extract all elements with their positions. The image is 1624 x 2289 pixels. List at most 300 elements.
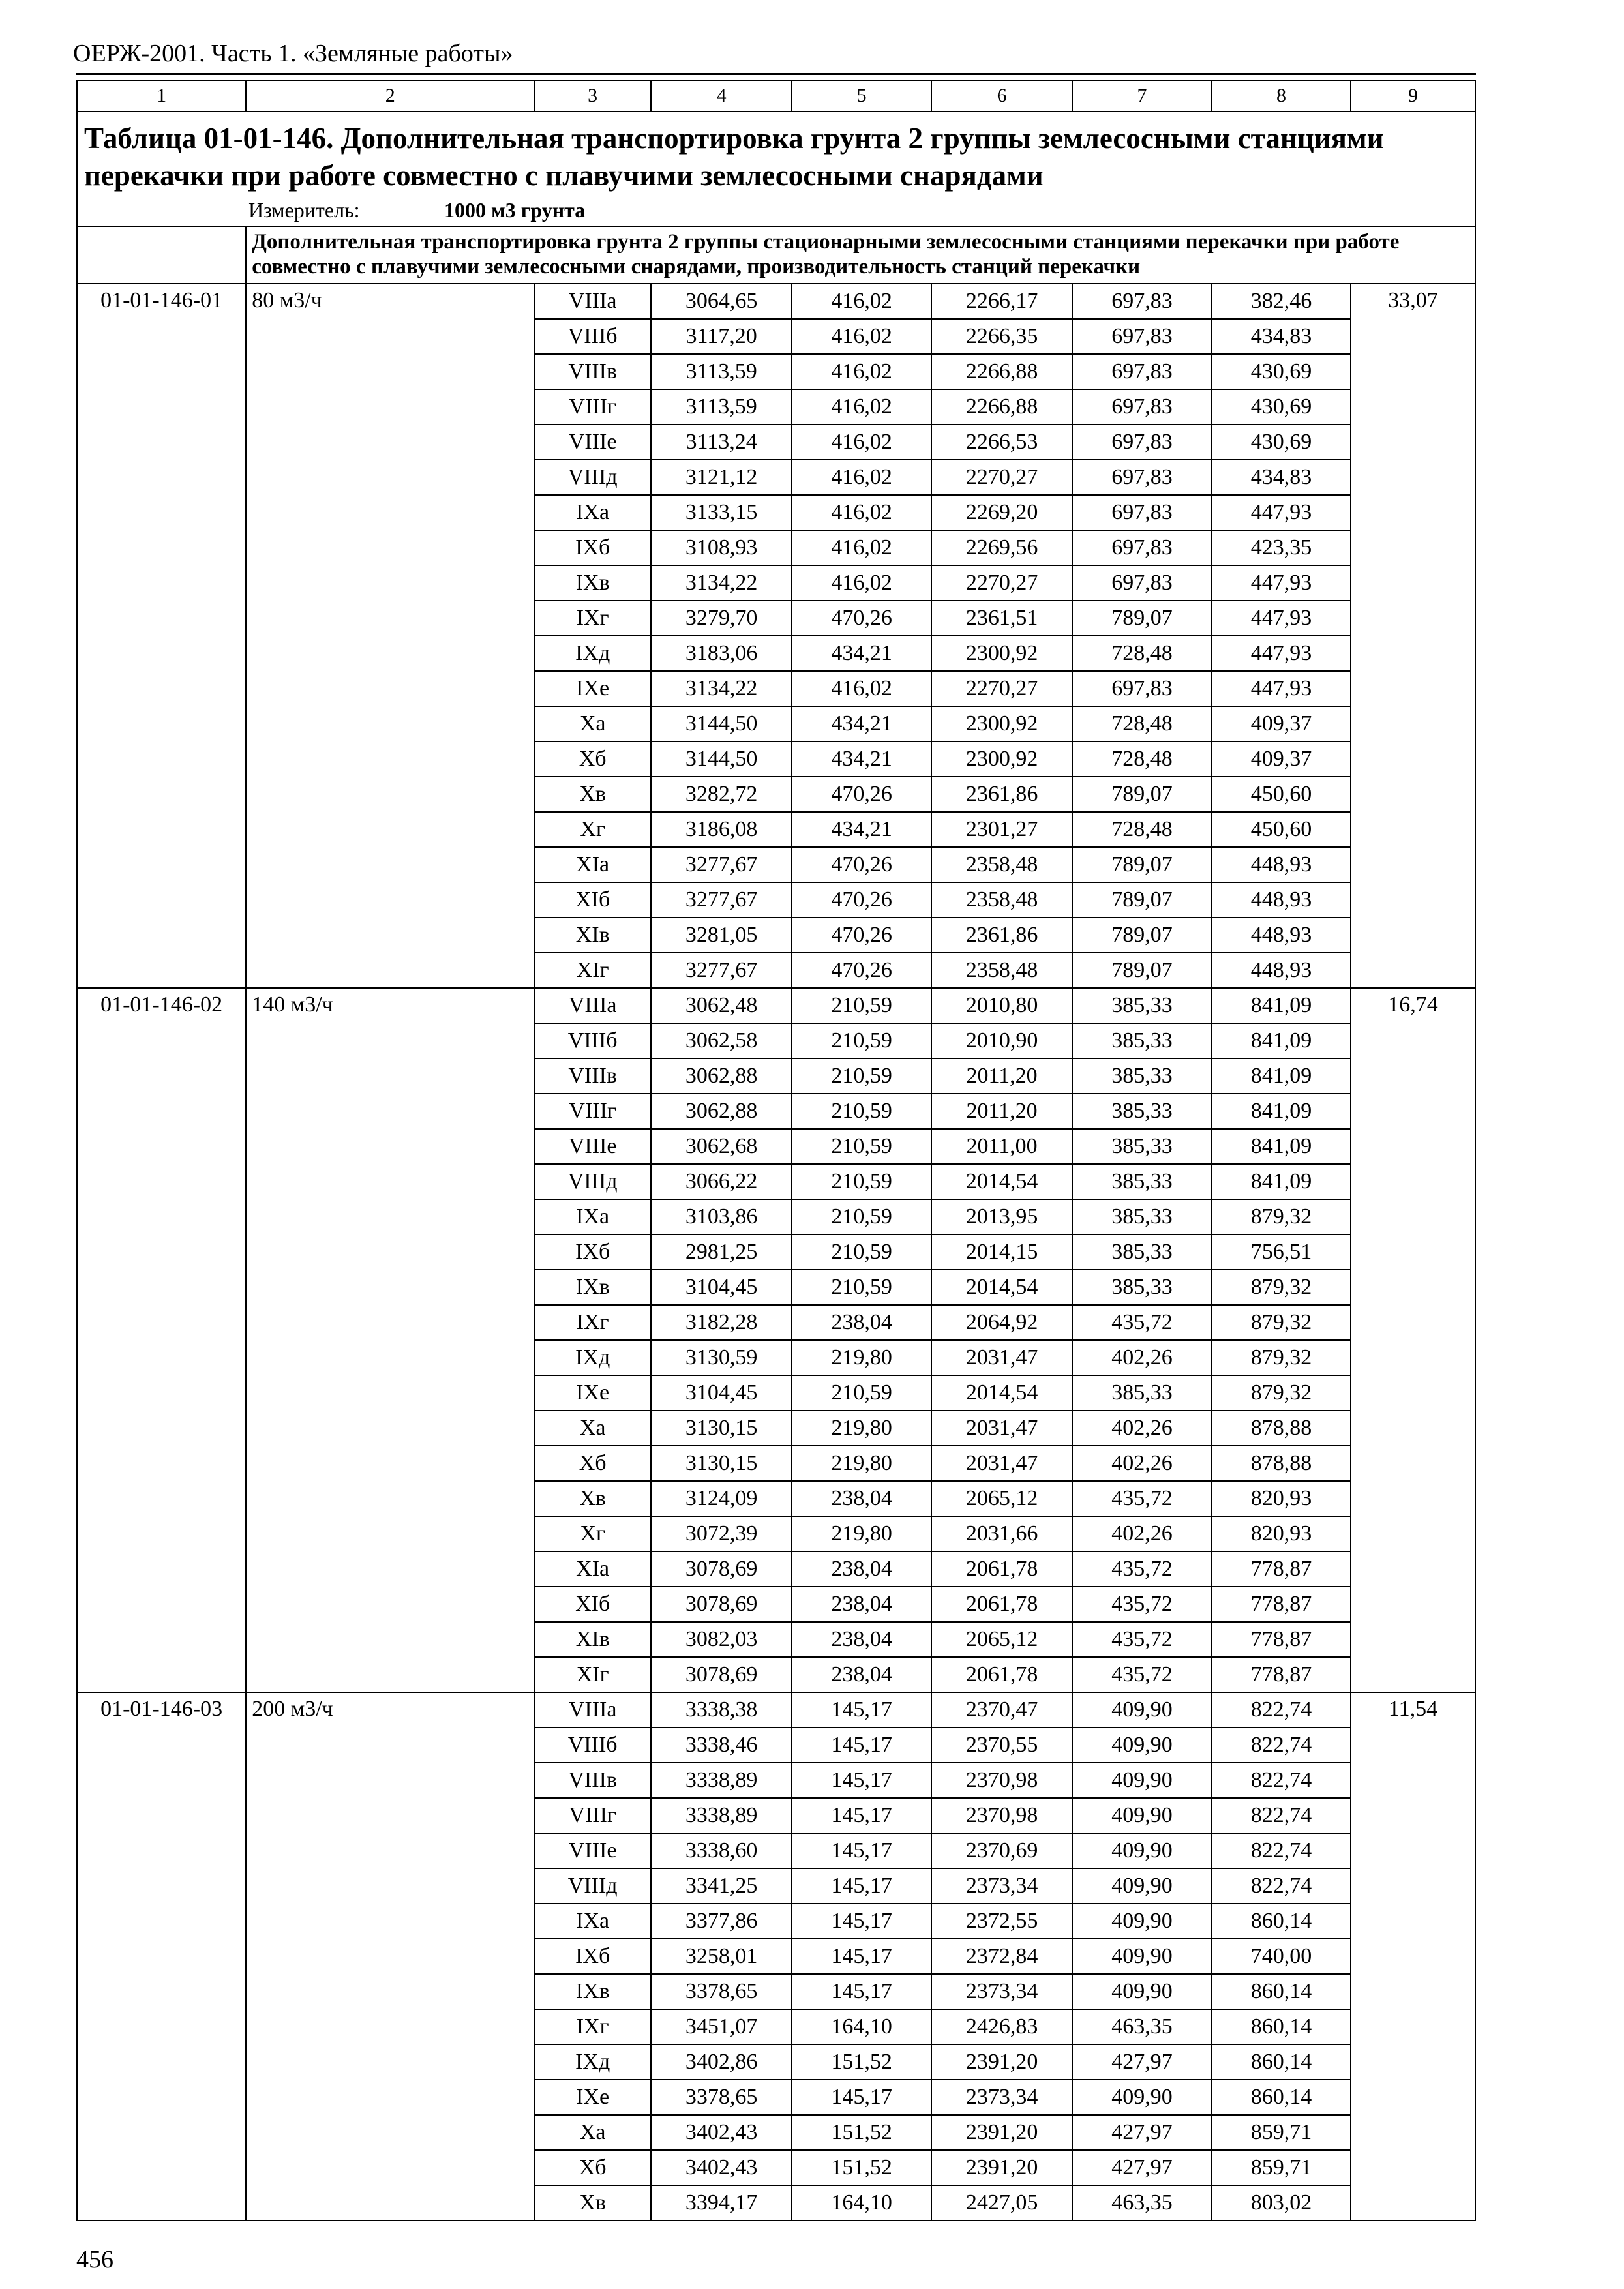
total-cost: 3134,22 <box>651 565 792 601</box>
page-number: 456 <box>76 2246 113 2273</box>
wages: 145,17 <box>792 1868 931 1904</box>
materials-cost: 820,93 <box>1212 1481 1351 1516</box>
soil-category: Xб <box>534 1446 651 1481</box>
machine-cost: 2269,20 <box>931 495 1072 530</box>
soil-category: Xа <box>534 706 651 741</box>
soil-category: IXе <box>534 1375 651 1411</box>
machinist-wages: 409,90 <box>1072 1833 1212 1868</box>
soil-category: VIIIг <box>534 389 651 425</box>
materials-cost: 859,71 <box>1212 2115 1351 2150</box>
machinist-wages: 697,83 <box>1072 671 1212 706</box>
soil-category: VIIIб <box>534 319 651 354</box>
column-number: 2 <box>246 80 534 112</box>
materials-cost: 860,14 <box>1212 1974 1351 2009</box>
materials-cost: 778,87 <box>1212 1622 1351 1657</box>
materials-cost: 448,93 <box>1212 918 1351 953</box>
machine-cost: 2010,90 <box>931 1023 1072 1058</box>
total-cost: 3378,65 <box>651 2080 792 2115</box>
wages: 145,17 <box>792 1692 931 1728</box>
materials-cost: 447,93 <box>1212 601 1351 636</box>
soil-category: VIIIе <box>534 425 651 460</box>
machinist-wages: 697,83 <box>1072 565 1212 601</box>
total-cost: 3062,48 <box>651 988 792 1023</box>
machine-cost: 2370,69 <box>931 1833 1072 1868</box>
resource-code: 01-01-146-01 <box>77 284 246 988</box>
machine-cost: 2370,55 <box>931 1728 1072 1763</box>
total-cost: 3124,09 <box>651 1481 792 1516</box>
soil-category: IXд <box>534 636 651 671</box>
column-number: 6 <box>931 80 1072 112</box>
soil-category: IXг <box>534 1305 651 1340</box>
machine-cost: 2266,35 <box>931 319 1072 354</box>
machinist-wages: 789,07 <box>1072 777 1212 812</box>
soil-category: XIа <box>534 1551 651 1587</box>
soil-category: Xг <box>534 812 651 847</box>
machine-cost: 2300,92 <box>931 741 1072 777</box>
materials-cost: 409,37 <box>1212 741 1351 777</box>
soil-category: IXе <box>534 2080 651 2115</box>
soil-category: VIIIа <box>534 988 651 1023</box>
soil-category: Xв <box>534 1481 651 1516</box>
wages: 470,26 <box>792 601 931 636</box>
column-number: 1 <box>77 80 246 112</box>
materials-cost: 740,00 <box>1212 1939 1351 1974</box>
labor-hours: 11,54 <box>1351 1692 1475 2221</box>
materials-cost: 841,09 <box>1212 1058 1351 1094</box>
wages: 210,59 <box>792 1058 931 1094</box>
materials-cost: 879,32 <box>1212 1305 1351 1340</box>
machine-cost: 2266,17 <box>931 284 1072 319</box>
measure-value: 1000 м3 грунта <box>444 198 586 222</box>
machine-cost: 2426,83 <box>931 2009 1072 2044</box>
total-cost: 3341,25 <box>651 1868 792 1904</box>
total-cost: 3279,70 <box>651 601 792 636</box>
measure-label: Измеритель: <box>248 198 360 222</box>
materials-cost: 447,93 <box>1212 636 1351 671</box>
machinist-wages: 789,07 <box>1072 601 1212 636</box>
wages: 210,59 <box>792 1164 931 1199</box>
machinist-wages: 697,83 <box>1072 495 1212 530</box>
machine-cost: 2361,51 <box>931 601 1072 636</box>
machine-cost: 2031,47 <box>931 1340 1072 1375</box>
materials-cost: 447,93 <box>1212 495 1351 530</box>
materials-cost: 822,74 <box>1212 1692 1351 1728</box>
materials-cost: 409,37 <box>1212 706 1351 741</box>
materials-cost: 820,93 <box>1212 1516 1351 1551</box>
machinist-wages: 697,83 <box>1072 460 1212 495</box>
machinist-wages: 728,48 <box>1072 636 1212 671</box>
column-number: 7 <box>1072 80 1212 112</box>
materials-cost: 382,46 <box>1212 284 1351 319</box>
wages: 210,59 <box>792 1375 931 1411</box>
machine-cost: 2014,54 <box>931 1375 1072 1411</box>
total-cost: 3130,15 <box>651 1446 792 1481</box>
total-cost: 3402,43 <box>651 2150 792 2185</box>
total-cost: 3064,65 <box>651 284 792 319</box>
subheading-cell <box>246 226 1475 284</box>
wages: 416,02 <box>792 354 931 389</box>
wages: 434,21 <box>792 741 931 777</box>
machine-cost: 2361,86 <box>931 777 1072 812</box>
total-cost: 3144,50 <box>651 706 792 741</box>
machinist-wages: 435,72 <box>1072 1481 1212 1516</box>
materials-cost: 423,35 <box>1212 530 1351 565</box>
total-cost: 3113,59 <box>651 354 792 389</box>
machinist-wages: 385,33 <box>1072 1058 1212 1094</box>
wages: 164,10 <box>792 2185 931 2221</box>
machine-cost: 2011,20 <box>931 1094 1072 1129</box>
wages: 470,26 <box>792 847 931 882</box>
machine-cost: 2300,92 <box>931 636 1072 671</box>
materials-cost: 430,69 <box>1212 389 1351 425</box>
machinist-wages: 435,72 <box>1072 1587 1212 1622</box>
machine-cost: 2065,12 <box>931 1481 1072 1516</box>
soil-category: Xб <box>534 741 651 777</box>
soil-category: XIв <box>534 918 651 953</box>
machine-cost: 2064,92 <box>931 1305 1072 1340</box>
total-cost: 3062,58 <box>651 1023 792 1058</box>
soil-category: XIг <box>534 1657 651 1692</box>
column-number: 5 <box>792 80 931 112</box>
machine-cost: 2391,20 <box>931 2044 1072 2080</box>
soil-category: VIIIб <box>534 1728 651 1763</box>
machinist-wages: 728,48 <box>1072 812 1212 847</box>
soil-category: VIIIа <box>534 284 651 319</box>
machine-cost: 2010,80 <box>931 988 1072 1023</box>
machinist-wages: 385,33 <box>1072 1199 1212 1234</box>
soil-category: XIб <box>534 882 651 918</box>
machinist-wages: 728,48 <box>1072 706 1212 741</box>
machine-cost: 2361,86 <box>931 918 1072 953</box>
total-cost: 3130,59 <box>651 1340 792 1375</box>
soil-category: IXв <box>534 1270 651 1305</box>
subheading: Дополнительная транспортировка грунта 2 группы стационарными землесосными станциями перекачки при работе совместно с плавучими землесосными снарядами, производительность станций перекачки <box>252 230 1400 278</box>
materials-cost: 879,32 <box>1212 1199 1351 1234</box>
soil-category: IXг <box>534 2009 651 2044</box>
wages: 238,04 <box>792 1587 931 1622</box>
soil-category: Xг <box>534 1516 651 1551</box>
total-cost: 3402,43 <box>651 2115 792 2150</box>
soil-category: VIIIг <box>534 1094 651 1129</box>
total-cost: 3277,67 <box>651 953 792 988</box>
total-cost: 3113,59 <box>651 389 792 425</box>
wages: 434,21 <box>792 636 931 671</box>
materials-cost: 841,09 <box>1212 1129 1351 1164</box>
machine-cost: 2270,27 <box>931 671 1072 706</box>
wages: 219,80 <box>792 1340 931 1375</box>
soil-category: VIIIд <box>534 460 651 495</box>
total-cost: 3130,15 <box>651 1411 792 1446</box>
soil-category: VIIIд <box>534 1868 651 1904</box>
machinist-wages: 409,90 <box>1072 1974 1212 2009</box>
machinist-wages: 463,35 <box>1072 2185 1212 2221</box>
wages: 238,04 <box>792 1622 931 1657</box>
wages: 238,04 <box>792 1551 931 1587</box>
wages: 416,02 <box>792 319 931 354</box>
materials-cost: 447,93 <box>1212 671 1351 706</box>
total-cost: 3117,20 <box>651 319 792 354</box>
soil-category: IXб <box>534 530 651 565</box>
column-number: 8 <box>1212 80 1351 112</box>
materials-cost: 778,87 <box>1212 1657 1351 1692</box>
machine-cost: 2358,48 <box>931 882 1072 918</box>
wages: 416,02 <box>792 389 931 425</box>
materials-cost: 879,32 <box>1212 1340 1351 1375</box>
wages: 416,02 <box>792 495 931 530</box>
total-cost: 3062,68 <box>651 1129 792 1164</box>
wages: 416,02 <box>792 530 931 565</box>
column-number-row <box>77 80 1475 112</box>
rates-table <box>76 80 1476 2221</box>
machinist-wages: 435,72 <box>1072 1305 1212 1340</box>
subheading-blank-cell <box>77 226 246 284</box>
soil-category: IXд <box>534 1340 651 1375</box>
soil-category: Xв <box>534 2185 651 2221</box>
soil-category: VIIIв <box>534 1058 651 1094</box>
wages: 434,21 <box>792 812 931 847</box>
column-number: 4 <box>651 80 792 112</box>
total-cost: 3277,67 <box>651 847 792 882</box>
machinist-wages: 402,26 <box>1072 1411 1212 1446</box>
machine-cost: 2373,34 <box>931 1974 1072 2009</box>
machinist-wages: 463,35 <box>1072 2009 1212 2044</box>
machinist-wages: 409,90 <box>1072 1763 1212 1798</box>
soil-category: VIIIе <box>534 1833 651 1868</box>
wages: 416,02 <box>792 565 931 601</box>
wages: 470,26 <box>792 777 931 812</box>
wages: 416,02 <box>792 460 931 495</box>
wages: 151,52 <box>792 2150 931 2185</box>
wages: 210,59 <box>792 1199 931 1234</box>
total-cost: 3082,03 <box>651 1622 792 1657</box>
machine-cost: 2266,53 <box>931 425 1072 460</box>
total-cost: 3338,60 <box>651 1833 792 1868</box>
machinist-wages: 789,07 <box>1072 918 1212 953</box>
materials-cost: 778,87 <box>1212 1551 1351 1587</box>
wages: 151,52 <box>792 2044 931 2080</box>
header-rule <box>76 73 1476 75</box>
wages: 470,26 <box>792 882 931 918</box>
materials-cost: 822,74 <box>1212 1868 1351 1904</box>
soil-category: IXг <box>534 601 651 636</box>
machinist-wages: 697,83 <box>1072 425 1212 460</box>
machinist-wages: 409,90 <box>1072 1728 1212 1763</box>
work-name: 80 м3/ч <box>246 284 534 988</box>
total-cost: 3402,86 <box>651 2044 792 2080</box>
materials-cost: 778,87 <box>1212 1587 1351 1622</box>
materials-cost: 879,32 <box>1212 1375 1351 1411</box>
total-cost: 3062,88 <box>651 1058 792 1094</box>
materials-cost: 841,09 <box>1212 1023 1351 1058</box>
soil-category: Xв <box>534 777 651 812</box>
total-cost: 3113,24 <box>651 425 792 460</box>
total-cost: 3066,22 <box>651 1164 792 1199</box>
materials-cost: 859,71 <box>1212 2150 1351 2185</box>
machinist-wages: 409,90 <box>1072 1692 1212 1728</box>
machinist-wages: 697,83 <box>1072 319 1212 354</box>
soil-category: VIIIв <box>534 1763 651 1798</box>
machinist-wages: 385,33 <box>1072 1094 1212 1129</box>
soil-category: Xб <box>534 2150 651 2185</box>
column-number: 3 <box>534 80 651 112</box>
wages: 238,04 <box>792 1657 931 1692</box>
machinist-wages: 435,72 <box>1072 1551 1212 1587</box>
machinist-wages: 385,33 <box>1072 1129 1212 1164</box>
machinist-wages: 435,72 <box>1072 1622 1212 1657</box>
materials-cost: 878,88 <box>1212 1446 1351 1481</box>
total-cost: 3062,88 <box>651 1094 792 1129</box>
machinist-wages: 697,83 <box>1072 389 1212 425</box>
machine-cost: 2391,20 <box>931 2115 1072 2150</box>
wages: 238,04 <box>792 1305 931 1340</box>
total-cost: 3338,38 <box>651 1692 792 1728</box>
machine-cost: 2427,05 <box>931 2185 1072 2221</box>
materials-cost: 434,83 <box>1212 319 1351 354</box>
machine-cost: 2011,00 <box>931 1129 1072 1164</box>
total-cost: 3183,06 <box>651 636 792 671</box>
table-row <box>77 1692 1475 1728</box>
machine-cost: 2270,27 <box>931 565 1072 601</box>
total-cost: 3104,45 <box>651 1270 792 1305</box>
machinist-wages: 697,83 <box>1072 530 1212 565</box>
machine-cost: 2013,95 <box>931 1199 1072 1234</box>
wages: 210,59 <box>792 1234 931 1270</box>
machinist-wages: 402,26 <box>1072 1446 1212 1481</box>
soil-category: IXб <box>534 1234 651 1270</box>
machine-cost: 2014,54 <box>931 1270 1072 1305</box>
materials-cost: 434,83 <box>1212 460 1351 495</box>
materials-cost: 860,14 <box>1212 1904 1351 1939</box>
wages: 416,02 <box>792 671 931 706</box>
machine-cost: 2061,78 <box>931 1551 1072 1587</box>
materials-cost: 822,74 <box>1212 1833 1351 1868</box>
soil-category: VIIIе <box>534 1129 651 1164</box>
machinist-wages: 789,07 <box>1072 882 1212 918</box>
materials-cost: 803,02 <box>1212 2185 1351 2221</box>
total-cost: 3338,46 <box>651 1728 792 1763</box>
labor-hours: 16,74 <box>1351 988 1475 1692</box>
machinist-wages: 385,33 <box>1072 1164 1212 1199</box>
soil-category: XIг <box>534 953 651 988</box>
work-name: 140 м3/ч <box>246 988 534 1692</box>
wages: 210,59 <box>792 988 931 1023</box>
materials-cost: 860,14 <box>1212 2044 1351 2080</box>
soil-category: VIIIд <box>534 1164 651 1199</box>
wages: 164,10 <box>792 2009 931 2044</box>
wages: 434,21 <box>792 706 931 741</box>
subheading-row <box>77 226 1475 284</box>
soil-category: VIIIа <box>534 1692 651 1728</box>
total-cost: 3134,22 <box>651 671 792 706</box>
machinist-wages: 427,97 <box>1072 2115 1212 2150</box>
machinist-wages: 409,90 <box>1072 1904 1212 1939</box>
wages: 145,17 <box>792 2080 931 2115</box>
wages: 145,17 <box>792 1763 931 1798</box>
machine-cost: 2269,56 <box>931 530 1072 565</box>
materials-cost: 822,74 <box>1212 1798 1351 1833</box>
materials-cost: 448,93 <box>1212 847 1351 882</box>
machinist-wages: 402,26 <box>1072 1340 1212 1375</box>
machine-cost: 2061,78 <box>931 1657 1072 1692</box>
machinist-wages: 789,07 <box>1072 953 1212 988</box>
wages: 416,02 <box>792 284 931 319</box>
soil-category: IXв <box>534 565 651 601</box>
total-cost: 3377,86 <box>651 1904 792 1939</box>
materials-cost: 841,09 <box>1212 988 1351 1023</box>
machine-cost: 2373,34 <box>931 2080 1072 2115</box>
total-cost: 3078,69 <box>651 1587 792 1622</box>
wages: 470,26 <box>792 918 931 953</box>
machine-cost: 2031,47 <box>931 1411 1072 1446</box>
soil-category: IXв <box>534 1974 651 2009</box>
machine-cost: 2370,98 <box>931 1763 1072 1798</box>
materials-cost: 756,51 <box>1212 1234 1351 1270</box>
soil-category: VIIIб <box>534 1023 651 1058</box>
materials-cost: 430,69 <box>1212 425 1351 460</box>
machine-cost: 2266,88 <box>931 389 1072 425</box>
total-cost: 3078,69 <box>651 1657 792 1692</box>
wages: 219,80 <box>792 1446 931 1481</box>
soil-category: XIб <box>534 1587 651 1622</box>
wages: 145,17 <box>792 1974 931 2009</box>
machinist-wages: 409,90 <box>1072 1868 1212 1904</box>
materials-cost: 450,60 <box>1212 812 1351 847</box>
materials-cost: 860,14 <box>1212 2080 1351 2115</box>
materials-cost: 822,74 <box>1212 1728 1351 1763</box>
table-row <box>77 988 1475 1023</box>
materials-cost: 860,14 <box>1212 2009 1351 2044</box>
machine-cost: 2300,92 <box>931 706 1072 741</box>
wages: 210,59 <box>792 1094 931 1129</box>
machinist-wages: 385,33 <box>1072 988 1212 1023</box>
total-cost: 3277,67 <box>651 882 792 918</box>
total-cost: 3338,89 <box>651 1798 792 1833</box>
machinist-wages: 427,97 <box>1072 2150 1212 2185</box>
machine-cost: 2011,20 <box>931 1058 1072 1094</box>
machinist-wages: 409,90 <box>1072 2080 1212 2115</box>
total-cost: 2981,25 <box>651 1234 792 1270</box>
soil-category: IXа <box>534 1904 651 1939</box>
total-cost: 3121,12 <box>651 460 792 495</box>
total-cost: 3186,08 <box>651 812 792 847</box>
machine-cost: 2372,55 <box>931 1904 1072 1939</box>
wages: 145,17 <box>792 1798 931 1833</box>
machine-cost: 2358,48 <box>931 953 1072 988</box>
machinist-wages: 697,83 <box>1072 284 1212 319</box>
wages: 238,04 <box>792 1481 931 1516</box>
soil-category: IXе <box>534 671 651 706</box>
materials-cost: 450,60 <box>1212 777 1351 812</box>
table-row <box>77 284 1475 319</box>
machine-cost: 2266,88 <box>931 354 1072 389</box>
table-title: Таблица 01-01-146. Дополнительная транспортировка грунта 2 группы землесосными станциями перекачки при работе совместно с плавучими землесосными снарядами <box>84 122 1384 192</box>
soil-category: Xа <box>534 1411 651 1446</box>
machine-cost: 2370,47 <box>931 1692 1072 1728</box>
wages: 416,02 <box>792 425 931 460</box>
machinist-wages: 385,33 <box>1072 1270 1212 1305</box>
total-cost: 3108,93 <box>651 530 792 565</box>
title-cell <box>77 112 1475 226</box>
machine-cost: 2065,12 <box>931 1622 1072 1657</box>
wages: 219,80 <box>792 1516 931 1551</box>
machine-cost: 2014,15 <box>931 1234 1072 1270</box>
materials-cost: 448,93 <box>1212 953 1351 988</box>
total-cost: 3133,15 <box>651 495 792 530</box>
materials-cost: 430,69 <box>1212 354 1351 389</box>
machinist-wages: 385,33 <box>1072 1234 1212 1270</box>
measure-line <box>84 197 1468 223</box>
wages: 470,26 <box>792 953 931 988</box>
